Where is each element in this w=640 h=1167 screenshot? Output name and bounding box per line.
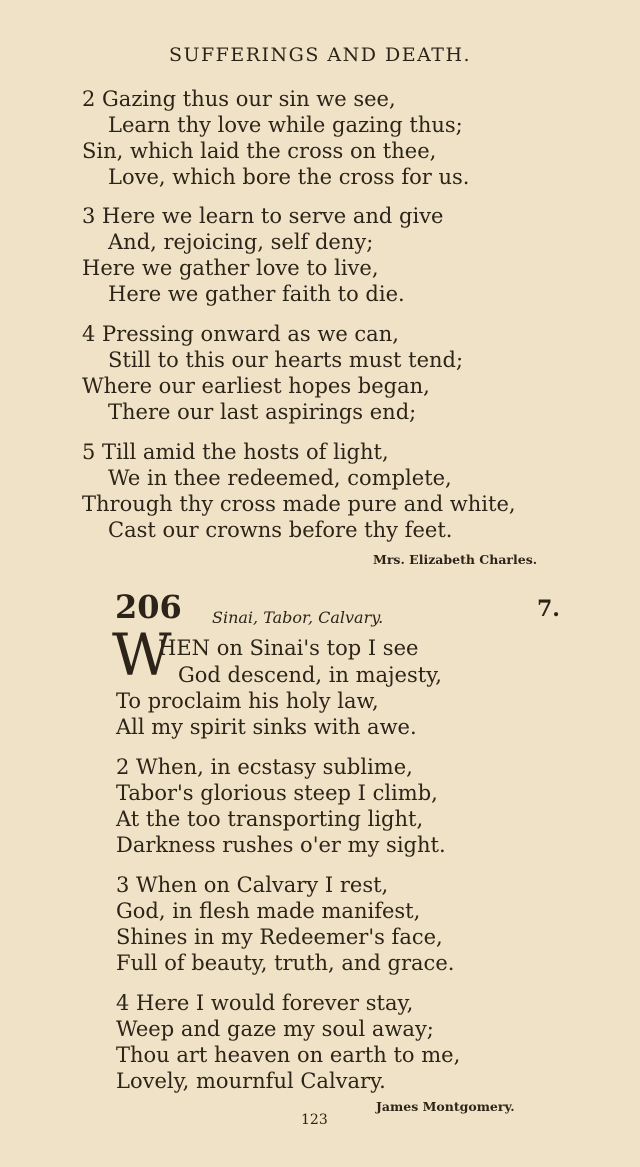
verse-line: HEN on Sinai's top I see	[158, 636, 419, 660]
attribution: James Montgomery.	[376, 1099, 515, 1114]
attribution: Mrs. Elizabeth Charles.	[373, 552, 538, 567]
verse-line: God, in flesh made manifest,	[116, 899, 421, 923]
verse-line: 3 Here we learn to serve and give	[82, 204, 444, 228]
verse-line: Learn thy love while gazing thus;	[108, 113, 463, 137]
verse-line: 5 Till amid the hosts of light,	[82, 440, 389, 464]
page-number: 123	[301, 1112, 328, 1128]
verse-line: Sin, which laid the cross on thee,	[82, 139, 437, 163]
verse-line: All my spirit sinks with awe.	[116, 715, 417, 739]
verse-line: 4 Pressing onward as we can,	[82, 322, 399, 346]
hymn-number: 206	[115, 588, 182, 626]
verse-line: Lovely, mournful Calvary.	[116, 1069, 386, 1093]
verse-line: Love, which bore the cross for us.	[108, 165, 470, 189]
drop-cap: W	[112, 621, 172, 689]
hymn-meter: 7.	[537, 596, 560, 622]
verse-line: Thou art heaven on earth to me,	[116, 1043, 461, 1067]
verse-line: And, rejoicing, self deny;	[108, 230, 374, 254]
verse-line: Still to this our hearts must tend;	[108, 348, 464, 372]
verse-line: 2 When, in ecstasy sublime,	[116, 755, 413, 779]
page-header: SUFFERINGS AND DEATH.	[168, 44, 472, 66]
verse-line: Here we gather love to live,	[82, 256, 379, 280]
verse-line: Weep and gaze my soul away;	[116, 1017, 434, 1041]
verse-line: 2 Gazing thus our sin we see,	[82, 87, 396, 111]
verse-line: Here we gather faith to die.	[108, 282, 405, 306]
verse-line: 4 Here I would forever stay,	[116, 991, 414, 1015]
verse-line: Through thy cross made pure and white,	[82, 492, 516, 516]
verse-line: Darkness rushes o'er my sight.	[116, 833, 446, 857]
verse-line: 3 When on Calvary I rest,	[116, 873, 389, 897]
verse-line: Tabor's glorious steep I climb,	[116, 781, 438, 805]
verse-line: At the too transporting light,	[116, 807, 424, 831]
verse-line: Cast our crowns before thy feet.	[108, 518, 453, 542]
verse-line: We in thee redeemed, complete,	[108, 466, 452, 490]
verse-line: There our last aspirings end;	[108, 400, 417, 424]
hymn-title: Sinai, Tabor, Calvary.	[212, 608, 384, 627]
verse-line: Full of beauty, truth, and grace.	[116, 951, 455, 975]
verse-line: To proclaim his holy law,	[116, 689, 379, 713]
verse-line: God descend, in majesty,	[178, 663, 442, 687]
verse-line: Shines in my Redeemer's face,	[116, 925, 443, 949]
verse-line: Where our earliest hopes began,	[82, 374, 430, 398]
